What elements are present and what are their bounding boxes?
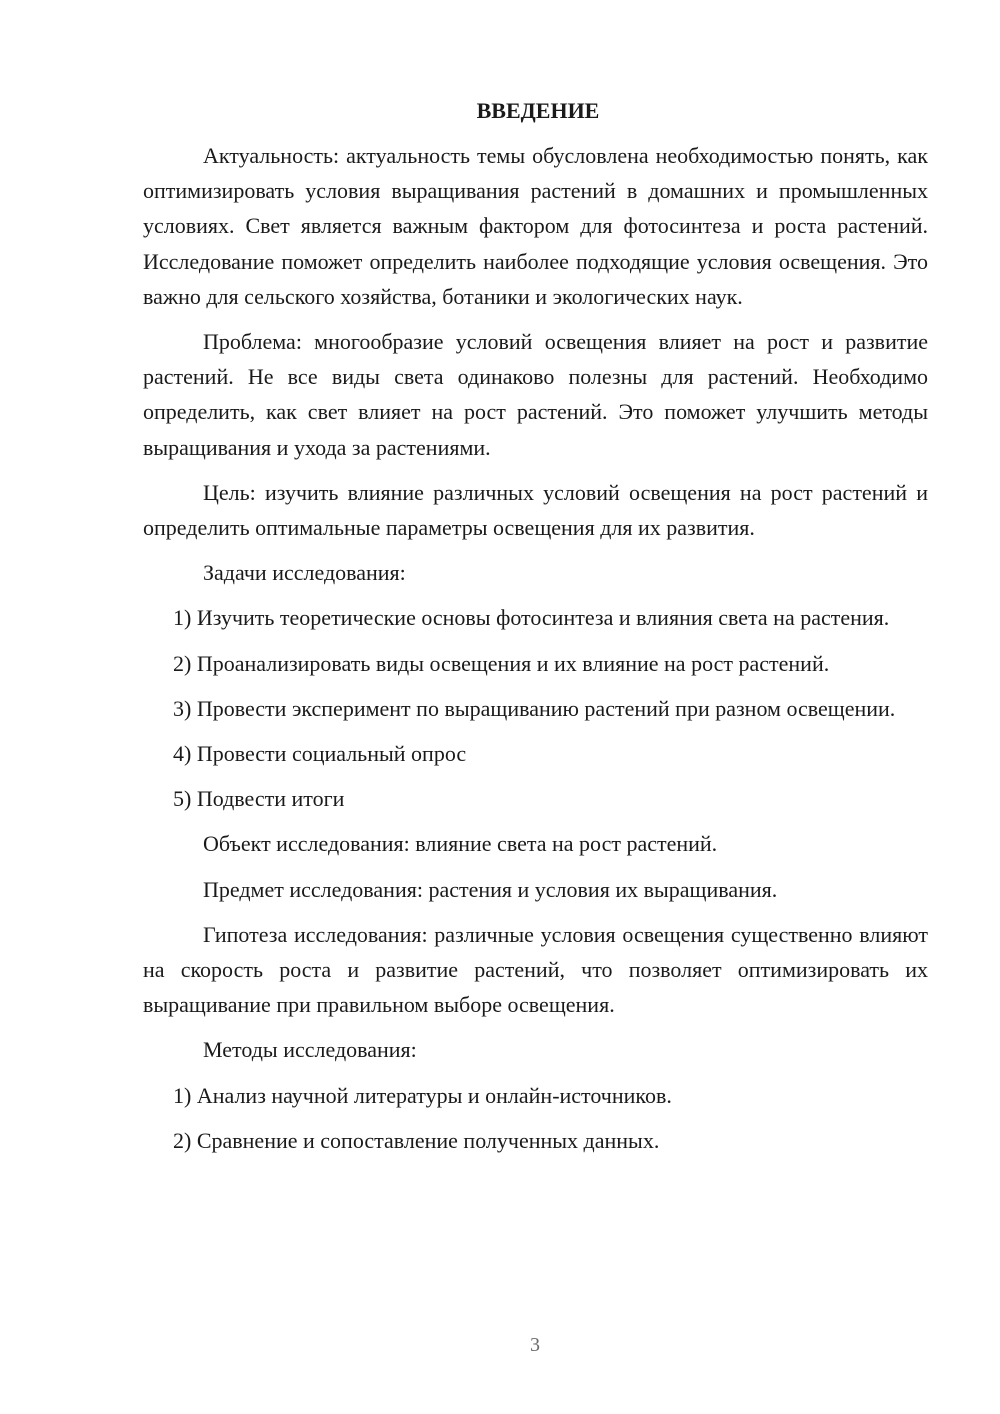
task-item-1: 1) Изучить теоретические основы фотосинтеза и влияния света на растения. [173,605,890,631]
task-item-4: 4) Провести социальный опрос [173,741,467,767]
method-item-1: 1) Анализ научной литературы и онлайн-источников. [173,1082,672,1108]
paragraph-methods-heading: Методы исследования: [203,1037,417,1063]
task-item-5: 5) Подвести итоги [173,786,345,812]
paragraph-subject: Предмет исследования: растения и условия их выращивания. [203,876,778,902]
document-page [143,96,928,1168]
task-item-3: 3) Провести эксперимент по выращиванию растений при разном освещении. [173,695,896,721]
method-item-2: 2) Сравнение и сопоставление полученных данных. [173,1127,660,1153]
page-title: ВВЕДЕНИЕ [476,98,600,123]
paragraph-goal: Цель: изучить влияние различных условий освещения на рост растений и определить оптимальные параметры освещения для их развития. [143,479,928,541]
paragraph-problem: Проблема: многообразие условий освещения влияет на рост и развитие растений. Не все виды света одинаково полезны для растений. Необходимо определить, как свет влияет на рост растений. Это поможет улучшить методы выращивания и ухода за растениями. [143,329,928,460]
paragraph-object: Объект исследования: влияние света на рост растений. [203,831,718,857]
task-item-2: 2) Проанализировать виды освещения и их влияние на рост растений. [173,650,830,676]
paragraph-tasks-heading: Задачи исследования: [203,560,406,586]
paragraph-hypothesis: Гипотеза исследования: различные условия освещения существенно влияют на скорость роста и развитие растений, что позволяет оптимизировать их выращивание при правильном выборе освещения. [143,921,928,1018]
page-number: 3 [530,1334,540,1356]
paragraph-relevance: Актуальность: актуальность темы обусловлена необходимостью понять, как оптимизировать условия выращивания растений в домашних и промышленных условиях. Свет является важным фактором для фотосинтеза и роста растений. Исследование поможет определить наиболее подходящие условия освещения. Это важно для сельского хозяйства, ботаники и экологических наук. [143,143,928,309]
